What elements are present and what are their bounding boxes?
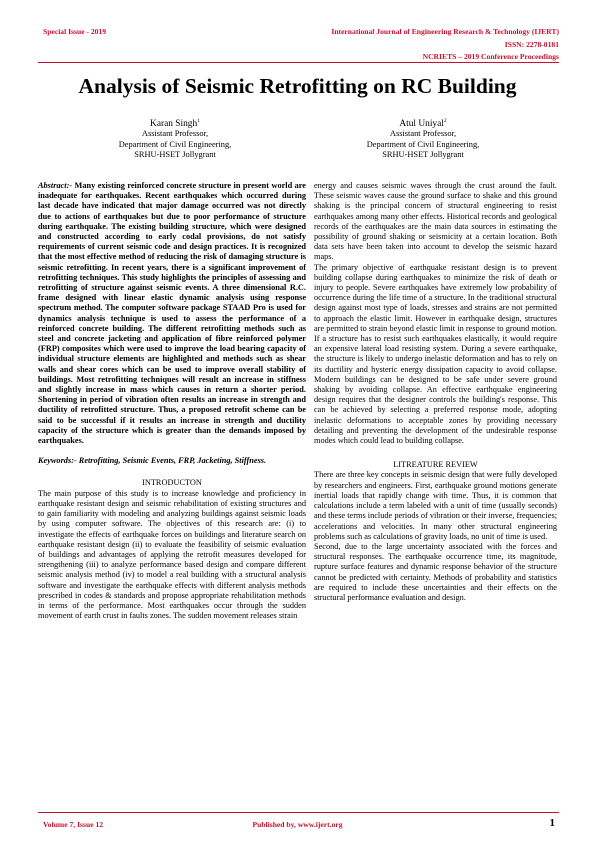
- issn-label: ISSN: 2278-0181: [504, 40, 559, 49]
- keywords: Keywords:- Retrofitting, Seismic Events, FRP, Jacketing, Stiffness.: [38, 456, 267, 466]
- author-department: Department of Civil Engineering,: [366, 139, 480, 149]
- conference-label: NCRIETS – 2019 Conference Proceedings: [422, 52, 559, 61]
- author-name: Atul Uniyal: [399, 119, 444, 130]
- volume-label: Volume 7, Issue 12: [43, 820, 104, 829]
- header-divider: [38, 62, 559, 63]
- special-issue-label: Special Issue - 2019: [43, 27, 107, 36]
- author-name: Karan Singh: [150, 119, 198, 130]
- literature-review-heading: LITREATURE REVIEW: [393, 460, 478, 470]
- page-footer: [0, 812, 595, 842]
- introduction-heading: INTRODUCTON: [142, 478, 202, 488]
- journal-name: International Journal of Engineering Research & Technology (IJERT): [331, 27, 559, 36]
- paper-title: Analysis of Seismic Retrofitting on RC Building: [78, 74, 517, 98]
- footer-divider: [38, 812, 559, 813]
- body-paragraph: The primary objective of earthquake resistant design is to prevent building collapse during earthquakes to minimize the risk of death or injury to people. Severe earthquakes have extremely low probability of occurrence during the life time of a structure. In the traditional structural design against most type of loads, stresses and strains are not permitted to approach the elastic limit. However in earthquake design, structures are permitted to strain beyond elastic limit in response to ground motion. If a structure has to resist such earthquakes elastically, it would require an expensive lateral load resisting system. During a severe earthquake, the structure is likely to undergo inelastic deformation and has to rely on its ductility and hysteric energy dissipation capacity to avoid collapse. Modern buildings can be designed to be safe under severe ground shaking by avoiding collapse. An effective earthquake engineering design requires that the designer controls the building's response. This can be achieved by selecting a preferred response mode, adopting inelastic deformations to acceptable zones by providing necessary detailing and preventing the development of the undesirable response modes which could lead to building collapse.: [314, 262, 557, 446]
- author-block-1: [75, 116, 275, 160]
- body-paragraph: energy and causes seismic waves through the crust around the fault. These seismic waves cause the ground surface to shake and this ground shaking is the principal concern of structural engineering to resist earthquakes among many other effects. Historical records and geological records of the earthquakes are the main data sources in estimating the possibility of ground shaking or seismicity at a certain location. Both data sets have been taken into account to develop the seismic hazard maps.: [314, 181, 557, 262]
- author-department: Department of Civil Engineering,: [118, 139, 232, 149]
- author-position: Assistant Professor,: [141, 129, 209, 139]
- right-column: [314, 181, 557, 603]
- left-column: [38, 181, 306, 621]
- author-position: Assistant Professor,: [389, 129, 457, 139]
- author-affiliation: SRHU-HSET Jollygrant: [134, 149, 216, 159]
- author-superscript: 1: [197, 118, 200, 124]
- author-affiliation: SRHU-HSET Jollygrant: [382, 149, 464, 159]
- abstract-label: Abstract:-: [38, 181, 73, 190]
- introduction-text: The main purpose of this study is to increase knowledge and proficiency in earthquake resistant design and seismic rehabilitation of existing structures and to gain familiarity with modeling and analyzing buildings against seismic loads by using computer software. The objectives of this research are: (i) to investigate the effects of earthquake forces on buildings and literature search on earthquake resistant design (ii) to evaluate the feasibility of seismic evaluation of buildings and advantages of applying the retrofit measures developed for strengthening (iii) to analyze performance based design and compare different seismic analysis method (iv) to model a real building with a structural analysis software and investigate the earthquake effects with different analysis methods prescribed in codes & standards and propose appropriate rehabilitation methods in terms of the performance. Most earthquakes occur through the sudden movement of earth crust in faults zones. The sudden movement releases strain: [38, 488, 306, 621]
- author-superscript: 2: [443, 118, 447, 124]
- page-number: 1: [549, 817, 555, 829]
- publisher-label: Published by, www.ijert.org: [252, 820, 343, 829]
- body-paragraph: There are three key concepts in seismic design that were fully developed by researchers and engineers. First, earthquake ground motions generate inertial loads that rapidly change with time. Thus, it is common that calculations include a term labeled with a unit of time (usually seconds) and these terms include periods of vibration or their inverse, frequencies; accelerations and velocities. In many other structural engineering problems such as calculations of gravity loads, no unit of time is used.: [314, 470, 557, 541]
- body-paragraph: Second, due to the large uncertainty associated with the forces and structural responses. The earthquake occurrence time, its magnitude, rupture surface features and dynamic response behavior of the structure cannot be predicted with certainty. Methods of probability and statistics are required to include these uncertainties and their effects on the structural performance evaluation and design.: [314, 541, 557, 602]
- author-block-2: [323, 116, 523, 160]
- page-header: [0, 0, 595, 64]
- abstract: [38, 181, 306, 446]
- abstract-text: Many existing reinforced concrete structure in present world are inadequate for earthquakes. Recent earthquakes which occurred during last decade have indicated that major damage occurred was not directly due to actions of earthquakes but due to poor performance of structure during earthquake. The existing building structure, which were designed and constructed according to early codal provisions, do not satisfy requirements of current seismic code and design practices. It is recognized that the most effective method of reducing the risk of damaging structure is seismic retrofitting. In recent years, there is a significant improvement of retrofitting techniques. This study highlights the principles of assessing and retrofitting of structure against seismic events. A three dimensional R.C. frame designed with linear elastic dynamic analysis using response spectrum method. The computer software package STAAD Pro is used for dynamics analysis technique is used to assess the performance of a reinforced concrete building. The different retrofitting methods such as steel and concrete jacketing and application of fibre reinforced polymer (FRP) composites which were used to improve the load bearing capacity of individual structure elements are highlighted and methods such as shear walls and shear cores which can be used to improve overall stability of buildings. Most retrofitting techniques will result an increase in stiffness and slightly increase in mass which causes in return a shorter period. Shortening in period of vibration often results an increase in strength and ductility of retrofitted structure. Thus, a proposed retrofit scheme can be said to be successful if it results an increase in strength and ductility capacity of the structure which is greater than the demands imposed by earthquakes.: [38, 181, 306, 446]
